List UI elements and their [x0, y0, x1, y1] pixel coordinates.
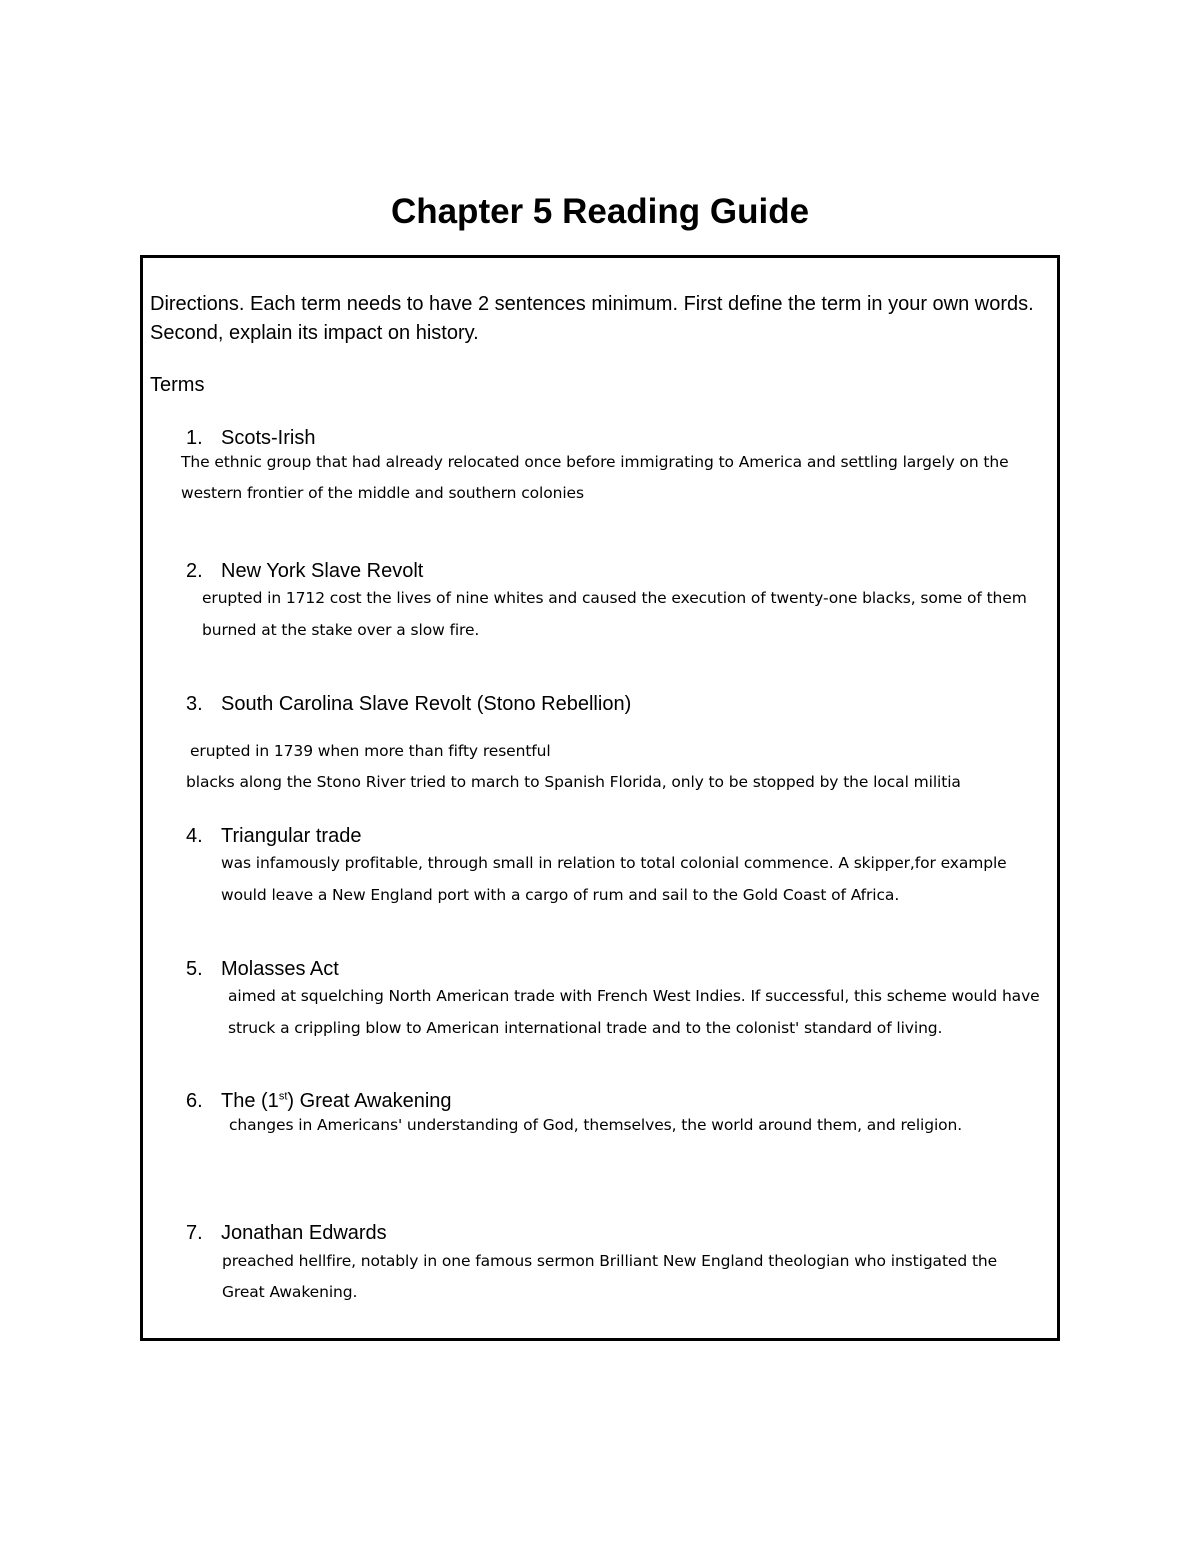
term-definition-line: aimed at squelching North American trade with French West Indies. If successful, this scheme would have — [228, 987, 1040, 1005]
term-name: New York Slave Revolt — [221, 560, 424, 582]
term-name: Molasses Act — [221, 958, 339, 980]
term-heading-3 — [186, 691, 631, 717]
term-number: 5. — [186, 958, 203, 980]
term-definition-line: burned at the stake over a slow fire. — [202, 621, 480, 639]
term-heading-6 — [186, 1088, 452, 1114]
term-name: The (1st) Great Awakening — [221, 1090, 452, 1112]
term-heading-5 — [186, 956, 339, 982]
term-definition-line: The ethnic group that had already relocated once before immigrating to America and settling largely on the — [181, 453, 1009, 471]
term-definition-line: western frontier of the middle and southern colonies — [181, 484, 584, 502]
term-name: South Carolina Slave Revolt (Stono Rebellion) — [221, 693, 632, 715]
term-heading-2 — [186, 558, 423, 584]
term-number: 4. — [186, 825, 203, 847]
term-heading-7 — [186, 1220, 387, 1246]
page-title: Chapter 5 Reading Guide — [390, 192, 810, 231]
term-heading-4 — [186, 823, 361, 849]
term-number: 7. — [186, 1222, 203, 1244]
term-heading-1 — [186, 425, 315, 451]
term-number: 3. — [186, 693, 203, 715]
term-definition-line: was infamously profitable, through small in relation to total colonial commence. A skipper,for example — [221, 854, 1007, 872]
term-name: Scots-Irish — [221, 427, 316, 449]
term-name: Triangular trade — [221, 825, 362, 847]
terms-heading: Terms — [150, 374, 205, 396]
term-number: 6. — [186, 1090, 203, 1112]
term-number: 1. — [186, 427, 203, 449]
term-definition-line: preached hellfire, notably in one famous sermon Brilliant New England theologian who instigated the — [222, 1252, 998, 1270]
term-definition-line: blacks along the Stono River tried to march to Spanish Florida, only to be stopped by the local militia — [186, 773, 961, 791]
term-definition-line: erupted in 1712 cost the lives of nine whites and caused the execution of twenty-one blacks, some of them — [202, 589, 1027, 607]
term-definition-line: struck a crippling blow to American international trade and to the colonist' standard of living. — [228, 1019, 943, 1037]
superscript: st — [278, 1090, 288, 1103]
term-definition-line: Great Awakening. — [222, 1283, 358, 1301]
term-number: 2. — [186, 560, 203, 582]
content-frame — [140, 255, 1060, 1341]
term-definition-line: changes in Americans' understanding of God, themselves, the world around them, and religion. — [229, 1116, 963, 1134]
directions-text: Directions. Each term needs to have 2 sentences minimum. First define the term in your own words. Second, explain its impact on history. — [150, 293, 1034, 344]
term-definition-line: erupted in 1739 when more than fifty resentful — [190, 742, 551, 760]
term-name: Jonathan Edwards — [221, 1222, 387, 1244]
term-definition-line: would leave a New England port with a cargo of rum and sail to the Gold Coast of Africa. — [221, 886, 900, 904]
